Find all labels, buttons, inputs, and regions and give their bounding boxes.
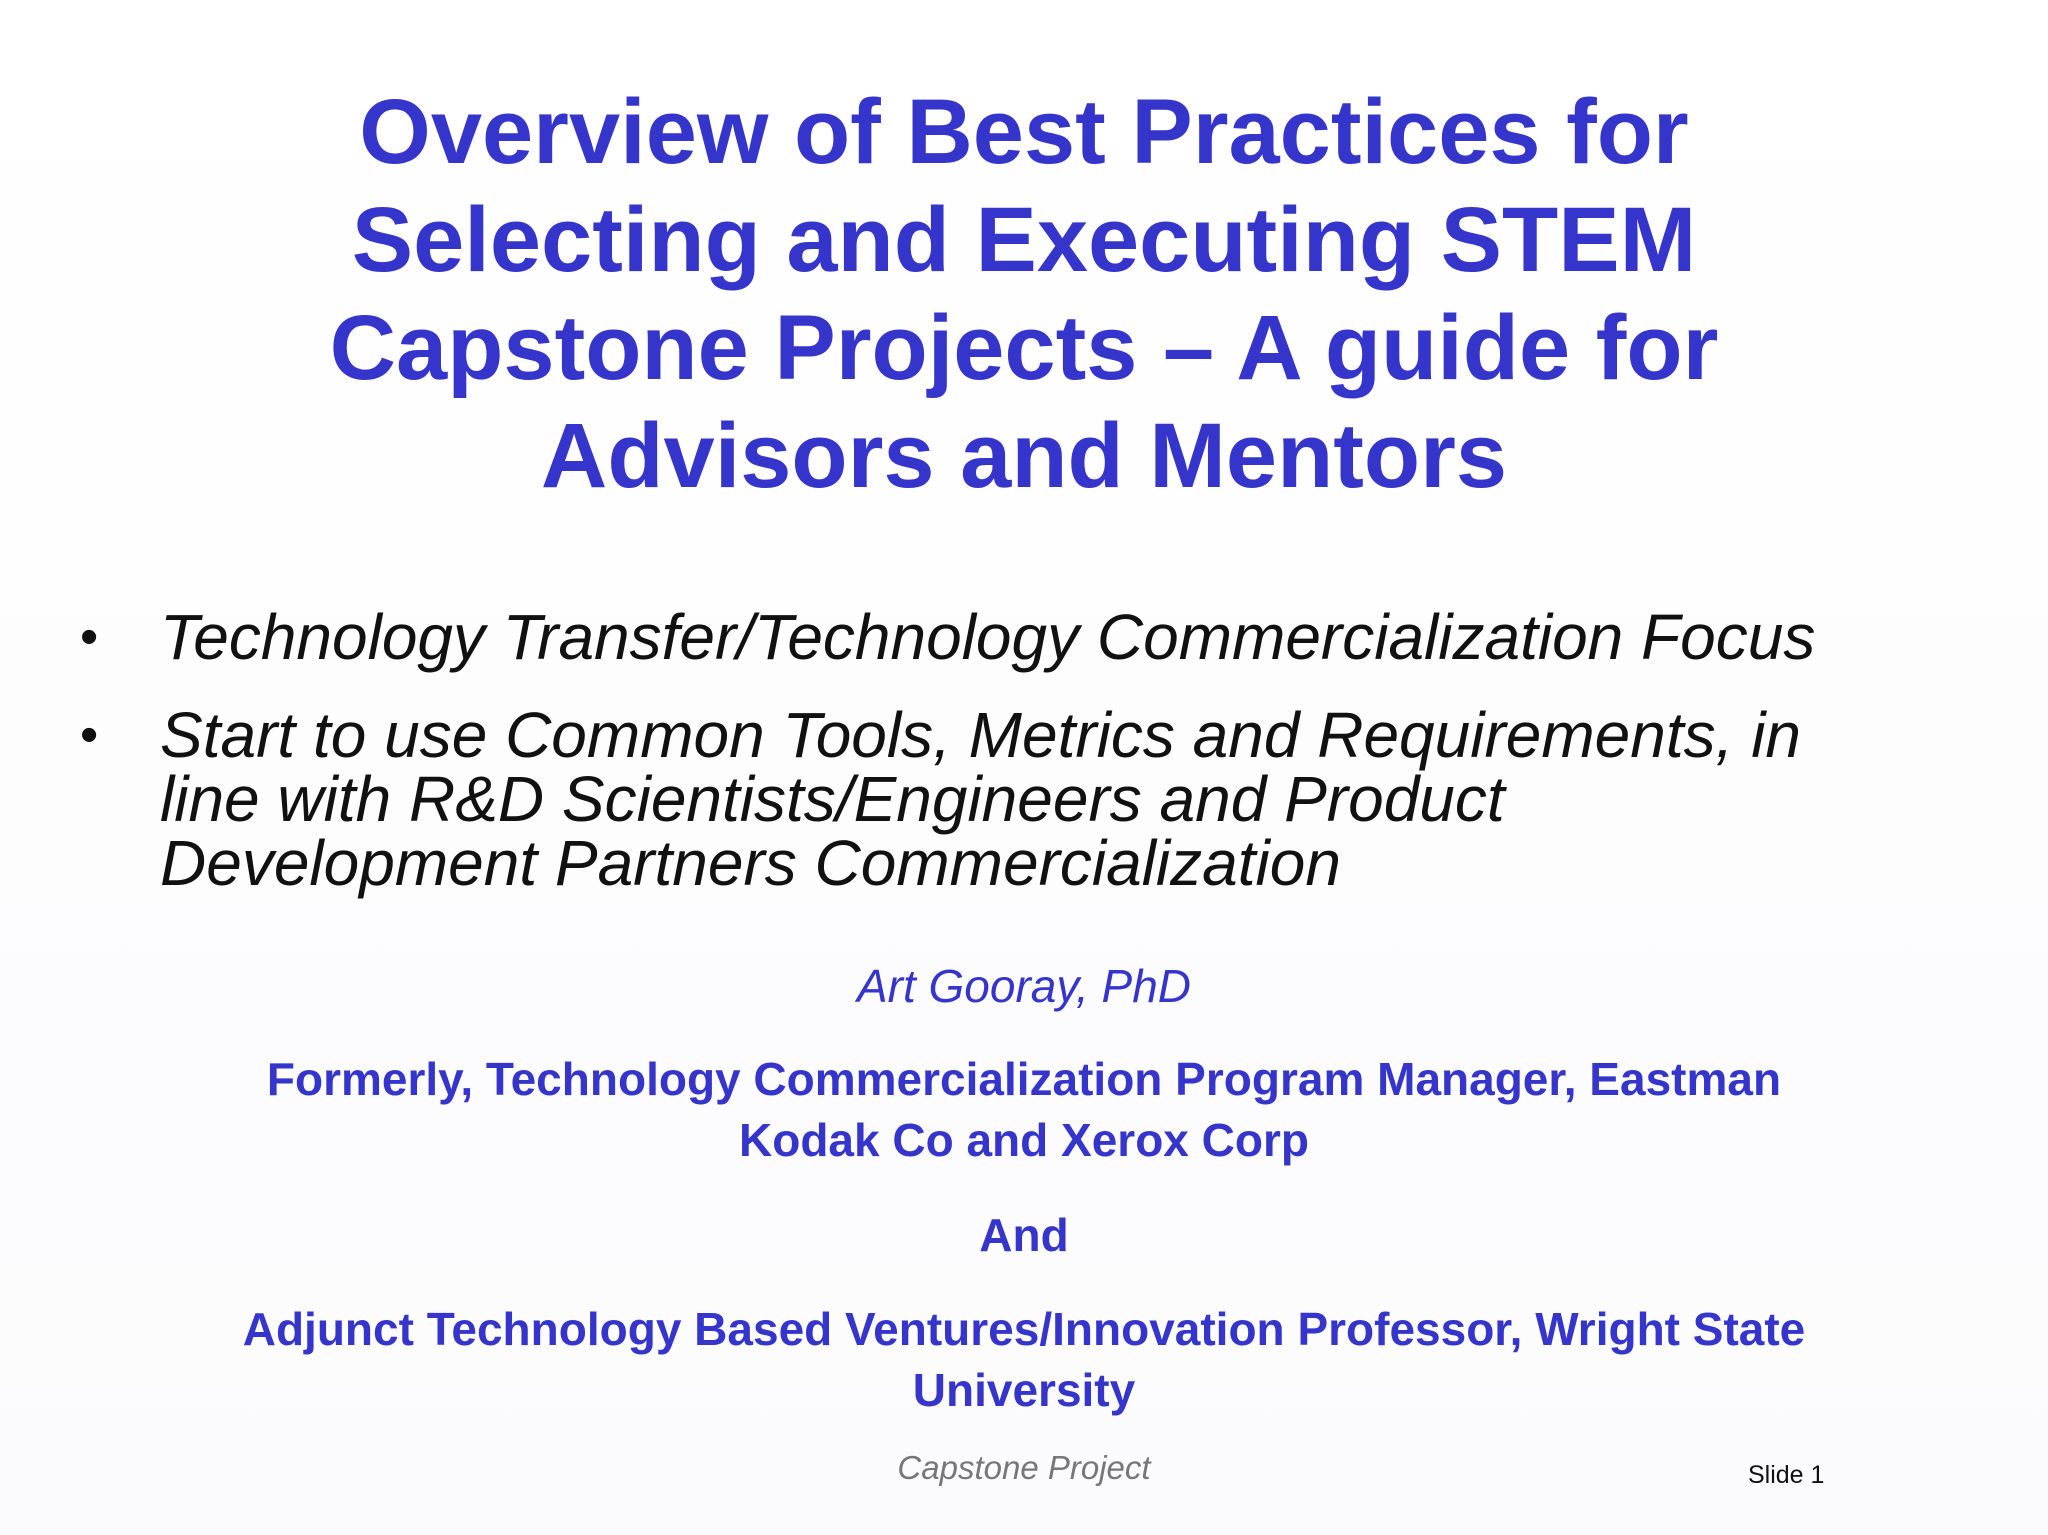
bullet-text: Technology Transfer/Technology Commercialization Focus [160, 601, 1816, 673]
affiliation-joiner: And [979, 1209, 1069, 1261]
bullet-marker: • [80, 608, 99, 666]
author-name: Art Gooray, PhD [856, 960, 1192, 1012]
bullet-item [80, 601, 1980, 673]
slide-number: Slide 1 [1748, 1461, 1825, 1489]
bullet-text: Start to use Common Tools, Metrics and Requirements, in line with R&D Scientists/Engineers and Product Development Partners Commercialization [160, 699, 1801, 899]
affiliation-former: Formerly, Technology Commercialization Program Manager, Eastman Kodak Co and Xerox Corp [266, 1053, 1782, 1166]
footer-title: Capstone Project [897, 1449, 1151, 1486]
bullet-marker: • [80, 706, 99, 764]
bullet-item [80, 699, 1980, 899]
affiliation-current: Adjunct Technology Based Ventures/Innovation Professor, Wright State University [242, 1303, 1806, 1416]
bullet-list [80, 601, 1980, 929]
slide-title: Overview of Best Practices for Selecting and Executing STEM Capstone Projects – A guide for Advisors and Mentors [329, 81, 1719, 507]
